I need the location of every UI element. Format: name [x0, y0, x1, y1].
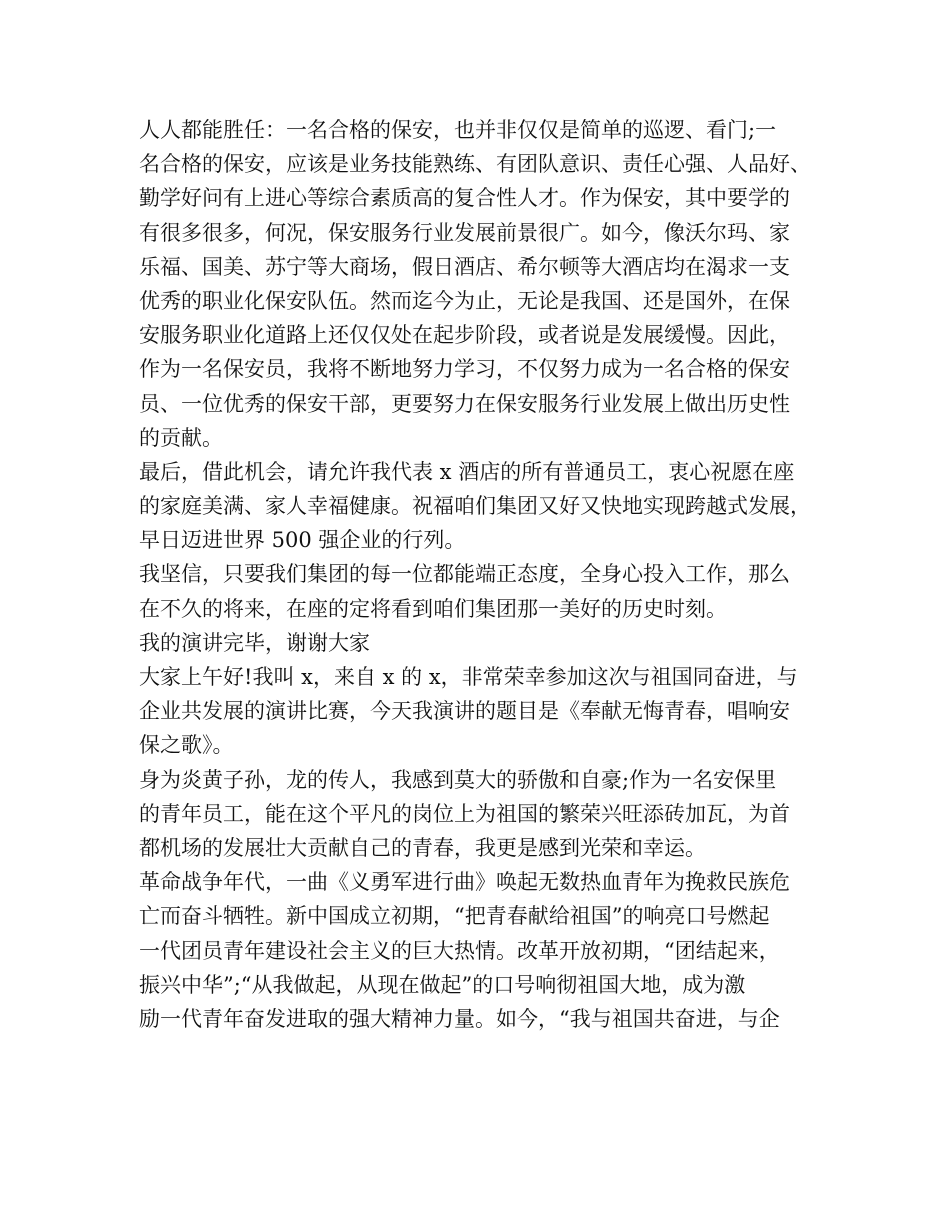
text-line: 亡而奋斗牺牲。新中国成立初期，“把青春献给祖国”的响亮口号燃起 — [139, 904, 770, 929]
text-line: 员、一位优秀的保安干部，更要努力在保安服务行业发展上做出历史性 — [139, 391, 790, 416]
text-line: 名合格的保安，应该是业务技能熟练、有团队意识、责任心强、人品好、 — [139, 152, 811, 177]
text-line: 励一代青年奋发进取的强大精神力量。如今，“我与祖国共奋进，与企 — [139, 1006, 780, 1031]
text-line: 的家庭美满、家人幸福健康。祝福咱们集团又好又快地实现跨越式发展， — [139, 494, 811, 519]
text-line: 我的演讲完毕，谢谢大家 — [139, 630, 370, 655]
text-line: 振兴中华”;“从我做起，从现在做起”的口号响彻祖国大地，成为激 — [139, 972, 746, 997]
text-line: 企业共发展的演讲比赛，今天我演讲的题目是《奉献无悔青春，唱响安 — [139, 699, 790, 724]
text-line: 在不久的将来，在座的定将看到咱们集团那一美好的历史时刻。 — [139, 596, 727, 621]
text-line: 作为一名保安员，我将不断地努力学习，不仅努力成为一名合格的保安 — [139, 357, 790, 382]
text-line: 人人都能胜任：一名合格的保安，也并非仅仅是简单的巡逻、看门;一 — [139, 118, 777, 142]
text-line: 安服务职业化道路上还仅仅处在起步阶段，或者说是发展缓慢。因此， — [139, 323, 790, 348]
text-line: 最后，借此机会，请允许我代表 x 酒店的所有普通员工，衷心祝愿在座 — [139, 459, 795, 484]
text-line: 都机场的发展壮大贡献自己的青春，我更是感到光荣和幸运。 — [139, 835, 706, 860]
text-line: 勤学好问有上进心等综合素质高的复合性人才。作为保安，其中要学的 — [139, 186, 790, 211]
text-line: 的贡献。 — [139, 425, 223, 450]
text-line: 早日迈进世界 500 强企业的行列。 — [139, 528, 466, 553]
text-line: 保之歌》。 — [139, 733, 234, 758]
text-line: 有很多很多，何况，保安服务行业发展前景很广。如今，像沃尔玛、家 — [139, 220, 790, 245]
text-line: 乐福、国美、苏宁等大商场，假日酒店、希尔顿等大酒店均在渴求一支 — [139, 254, 790, 279]
text-line: 的青年员工，能在这个平凡的岗位上为祖国的繁荣兴旺添砖加瓦，为首 — [139, 801, 790, 826]
text-line: 身为炎黄子孙，龙的传人，我感到莫大的骄傲和自豪;作为一名安保里 — [139, 767, 777, 792]
document-body — [139, 113, 829, 1036]
text-line: 优秀的职业化保安队伍。然而迄今为止，无论是我国、还是国外，在保 — [139, 288, 790, 313]
text-line: 革命战争年代，一曲《义勇军进行曲》唤起无数热血青年为挽救民族危 — [139, 870, 790, 895]
text-line: 我坚信，只要我们集团的每一位都能端正态度，全身心投入工作，那么 — [139, 562, 790, 587]
text-line: 一代团员青年建设社会主义的巨大热情。改革开放初期，“团结起来， — [139, 938, 780, 963]
text-line: 大家上午好!我叫 x，来自 x 的 x，非常荣幸参加这次与祖国同奋进，与 — [139, 665, 798, 689]
